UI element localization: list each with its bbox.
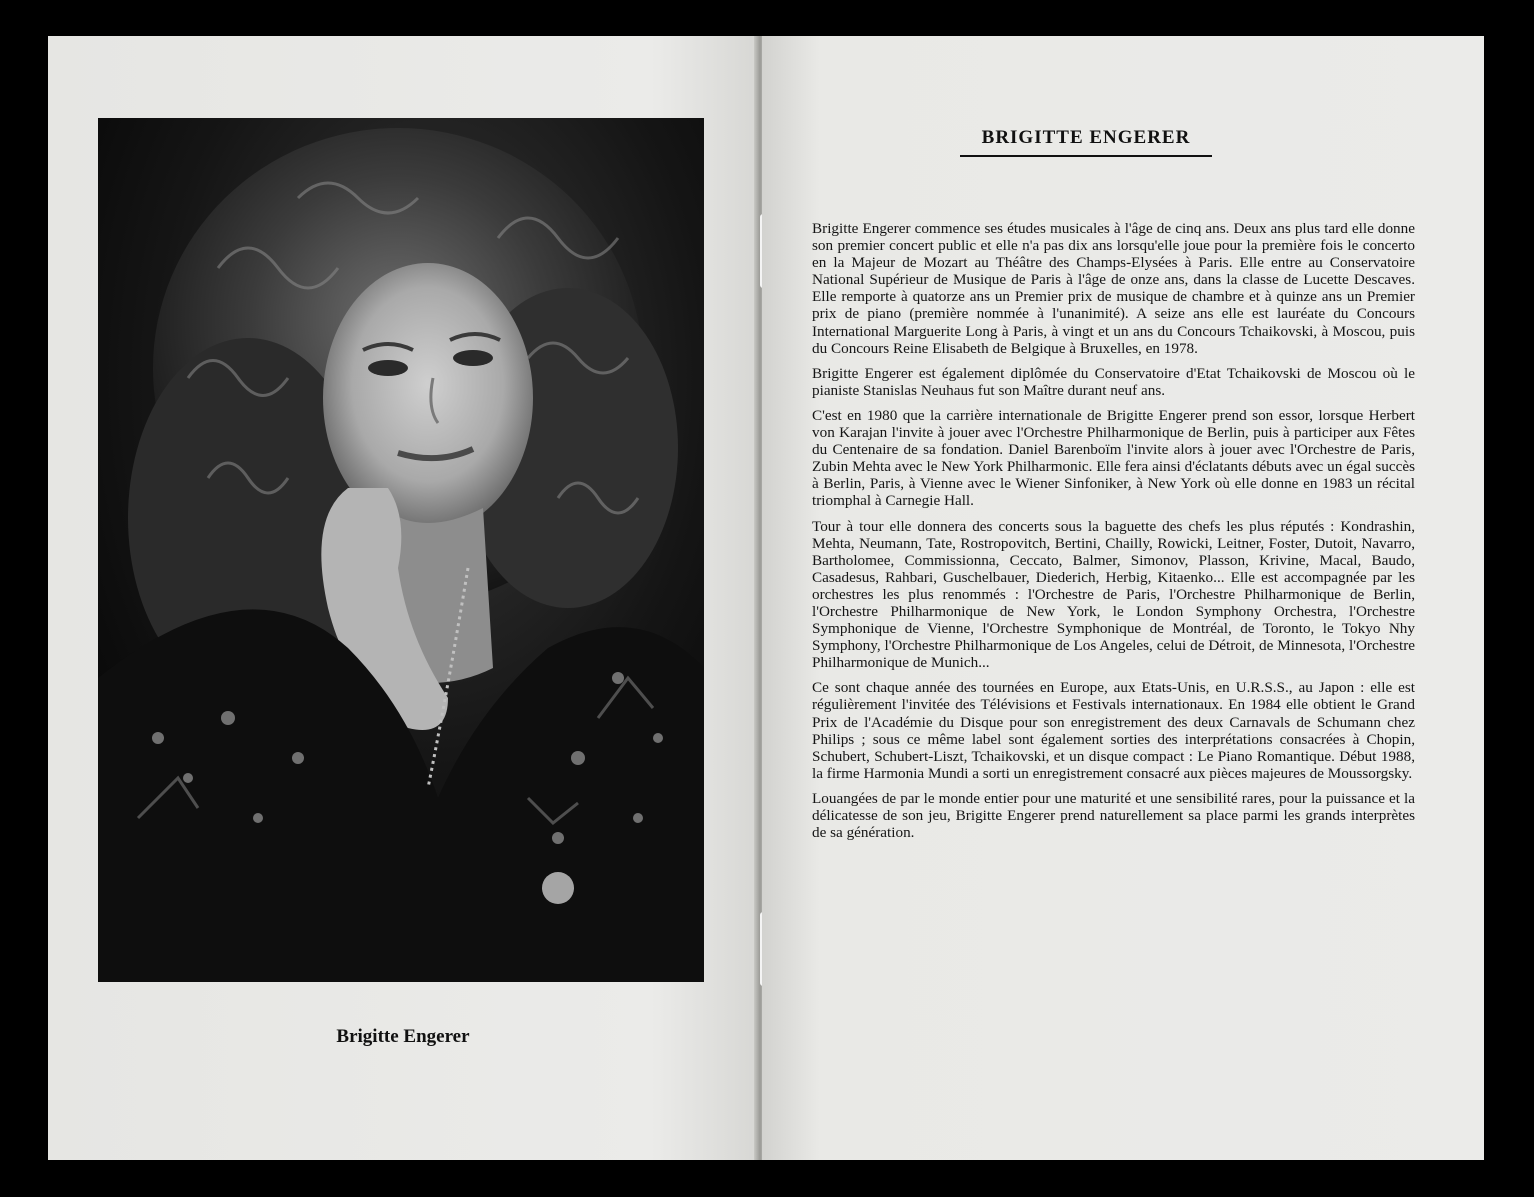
left-page	[48, 36, 758, 1160]
biography-text	[812, 220, 1415, 849]
portrait-photo	[98, 118, 704, 982]
paragraph: Tour à tour elle donnera des concerts sous la baguette des chefs les plus réputés : Kondrashin, Mehta, Neumann, Tate, Rostropovitch, Bertini, Chailly, Rowicki, Leitner, Foster, Dutoit, Navarro, Bartholomee, Commissionna, Ceccato, Balmer, Simonov, Plasson, Krivine, Macal, Baudo, Casadesus, Rahbari, Guschelbauer, Diederich, Herbig, Kitaenko... Elle est accompagnée par les orchestres les plus renommés : l'Orchestre de Paris, l'Orchestre Philharmonique de Berlin, l'Orchestre Philharmonique de New York, le London Symphony Orchestra, l'Orchestre Symphonique de Vienne, l'Orchestre Symphonique de Montréal, de Toronto, le Tokyo Nhy Symphony, l'Orchestre Philharmonique de Los Angeles, celui de Détroit, de Minnesota, l'Orchestre Philharmonique de Munich...	[812, 517, 1415, 672]
paragraph: Brigitte Engerer commence ses études musicales à l'âge de cinq ans. Deux ans plus tard elle donne son premier concert public et elle n'a pas dix ans lorsqu'elle joue pour la première fois le concerto en la Majeur de Mozart au Théâtre des Champs-Elysées à Paris. Elle entre au Conservatoire National Supérieur de Musique de Paris à l'âge de onze ans, dans la classe de Lucette Descaves. Elle remporte à quatorze ans un Premier prix de musique de chambre et à quinze ans un Premier prix de piano (première nommée à l'unanimité). A seize ans elle est lauréate du Concours International Marguerite Long à Paris, à vingt et un ans du Concours Tchaikovski, à Moscou, puis du Concours Reine Elisabeth de Belgique à Bruxelles, en 1978.	[812, 220, 1415, 357]
photo-caption: Brigitte Engerer	[336, 1026, 470, 1047]
paragraph: Ce sont chaque année des tournées en Europe, aux Etats-Unis, en U.R.S.S., au Japon : elle est régulièrement l'invitée des Télévisions et Festivals internationaux. En 1984 elle obtient le Grand Prix de l'Académie du Disque pour son enregistrement des deux Carnavals de Schumann chez Philips ; sous ce même label sont également sorties des interprétations consacrées à Chopin, Schubert, Schubert-Liszt, Tchaikovski, et un disque compact : Le Piano Romantique. Début 1988, la firme Harmonia Mundi a sorti un enregistrement consacré aux pièces majeures de Moussorgsky.	[812, 679, 1415, 782]
paragraph: C'est en 1980 que la carrière internationale de Brigitte Engerer prend son essor, lorsque Herbert von Karajan l'invite à jouer avec l'Orchestre Philharmonique de Berlin, puis à participer aux Fêtes du Centenaire de sa fondation. Daniel Barenboïm l'invite alors à jouer avec l'Orchestre de Paris, Zubin Mehta avec le New York Philharmonic. Elle fera ainsi d'éclatants débuts avec un égal succès à Berlin, Paris, à Vienne avec le Wiener Sinfoniker, à New York où elle donne en 1983 un récital triomphal à Carnegie Hall.	[812, 406, 1415, 510]
page-heading: BRIGITTE ENGERER	[960, 127, 1212, 157]
paragraph: Louangées de par le monde entier pour une maturité et une sensibilité rares, pour la puissance et la délicatesse de son jeu, Brigitte Engerer prend naturellement sa place parmi les grands interprètes de sa génération.	[812, 789, 1415, 842]
paragraph: Brigitte Engerer est également diplômée du Conservatoire d'Etat Tchaikovski de Moscou où le pianiste Stanislas Neuhaus fut son Maître durant neuf ans.	[812, 364, 1415, 399]
